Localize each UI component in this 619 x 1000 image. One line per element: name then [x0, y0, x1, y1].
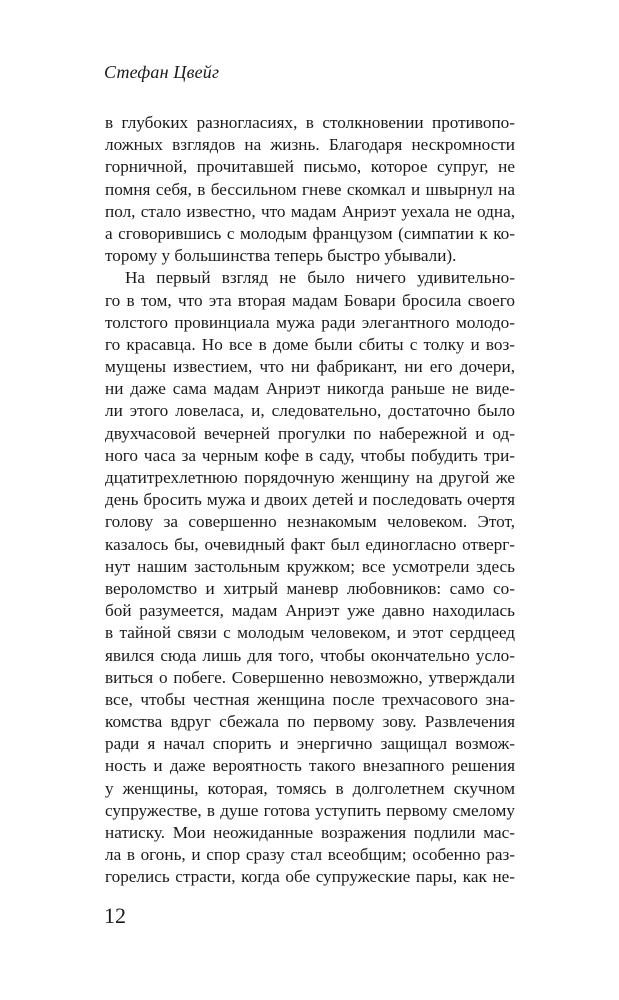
text-line: нут нашим застольным кружком; все усмотрели здесь [105, 556, 515, 576]
text-line: натиску. Мои неожиданные возражения подлили мас- [105, 823, 515, 842]
body-text [105, 112, 515, 889]
text-line: ложных взглядов на жизнь. Благодаря нескромности [105, 135, 515, 155]
text-line: бой разумеется, мадам Анриэт уже давно находилась [105, 601, 515, 621]
text-line: ни даже сама мадам Анриэт никогда раньше не виде- [105, 379, 515, 399]
text-line: ность и даже вероятность такого внезапного решения [105, 756, 515, 776]
text-line: пол, стало известно, что мадам Анриэт уехала не одна, [105, 201, 515, 221]
text-line: супружестве, в душе готова уступить первому смелому [105, 800, 515, 820]
text-line: горелись страсти, когда обе супружеские пары, как не- [105, 867, 515, 887]
text-line: в тайной связи с молодым человеком, и этот сердцеед [105, 623, 515, 643]
text-line: ла в огонь, и спор сразу стал всеобщим; особенно раз- [105, 845, 515, 865]
text-line: у женщины, которая, томясь в долголетнем скучном [105, 778, 515, 798]
text-line: толстого провинциала мужа ради элегантного молодо- [105, 312, 515, 332]
text-line: казалось бы, очевидный факт был единогласно отверг- [105, 534, 515, 554]
text-line: голову за совершенно незнакомым человеком. Этот, [105, 512, 515, 532]
text-line: комства вдруг сбежала по первому зову. Развлечения [105, 712, 515, 732]
text-line: в глубоких разногласиях, в столкновении противопо- [105, 113, 515, 132]
text-line: все, чтобы честная женщина после трехчасового зна- [105, 689, 515, 709]
paragraph [105, 112, 515, 267]
text-line: На первый взгляд не было ничего удивительно- [125, 268, 515, 288]
text-line: ли этого ловеласа, и, следовательно, достаточно было [105, 401, 515, 421]
text-line: помня себя, в бессильном гневе скомкал и швырнул на [105, 179, 515, 199]
text-line: торому у большинства теперь быстро убывали). [105, 246, 457, 266]
text-line: ного часа за черным кофе в саду, чтобы побудить три- [105, 445, 515, 465]
text-line: день бросить мужа и двоих детей и последовать очертя [105, 490, 515, 510]
text-line: ради я начал спорить и энергично защищал возмож- [105, 734, 515, 754]
text-line: го красавца. Но все в доме были сбиты с толку и воз- [105, 334, 515, 354]
text-line: вероломство и хитрый маневр любовников: само со- [105, 578, 515, 598]
text-line: двухчасовой вечерней прогулки по набережной и од- [105, 423, 515, 443]
text-line: дцатитрехлетнюю порядочную женщину на другой же [105, 468, 515, 487]
text-line: а сговорившись с молодым французом (симпатии к ко- [105, 223, 515, 243]
page-number: 12 [104, 903, 126, 928]
text-line: мущены известием, что ни фабрикант, ни его дочери, [105, 357, 515, 377]
text-line: явился сюда лишь для того, чтобы окончательно усло- [105, 645, 515, 665]
running-header: Стефан Цвейг [104, 62, 220, 82]
text-line: горничной, прочитавшей письмо, которое супруг, не [105, 157, 515, 177]
paragraph [105, 267, 515, 888]
text-line: го в том, что эта вторая мадам Бовари бросила своего [105, 290, 515, 310]
text-line: виться о побеге. Совершенно невозможно, утверждали [105, 667, 515, 687]
